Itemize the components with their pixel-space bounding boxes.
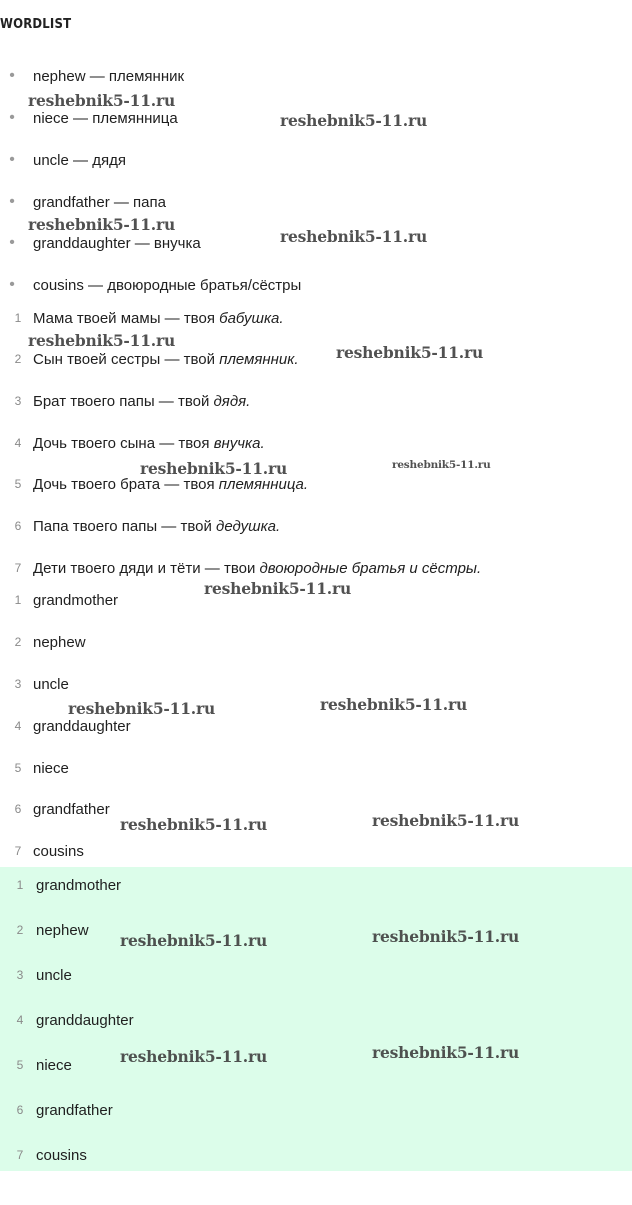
watermark: reshebnik5-11.ru — [28, 331, 176, 350]
watermark: reshebnik5-11.ru — [320, 695, 468, 714]
watermark: reshebnik5-11.ru — [372, 927, 520, 946]
watermark: reshebnik5-11.ru — [120, 1047, 268, 1066]
watermark: reshebnik5-11.ru — [392, 459, 491, 471]
watermark: reshebnik5-11.ru — [120, 815, 268, 834]
watermark: reshebnik5-11.ru — [204, 579, 352, 598]
watermark: reshebnik5-11.ru — [280, 227, 428, 246]
answer-panel: 1 grandmother 2 nephew 3 uncle 4 granddaughter 5 niece 6 grandfather 7 cousins — [0, 867, 632, 1171]
wordlist-heading: WORDLIST — [0, 17, 72, 32]
watermark: reshebnik5-11.ru — [280, 111, 428, 130]
watermark: reshebnik5-11.ru — [140, 459, 288, 478]
watermark: reshebnik5-11.ru — [120, 931, 268, 950]
watermark: reshebnik5-11.ru — [28, 91, 176, 110]
watermark: reshebnik5-11.ru — [372, 1043, 520, 1062]
watermark: reshebnik5-11.ru — [336, 343, 484, 362]
watermark: reshebnik5-11.ru — [372, 811, 520, 830]
watermark: reshebnik5-11.ru — [28, 215, 176, 234]
watermark: reshebnik5-11.ru — [68, 699, 216, 718]
